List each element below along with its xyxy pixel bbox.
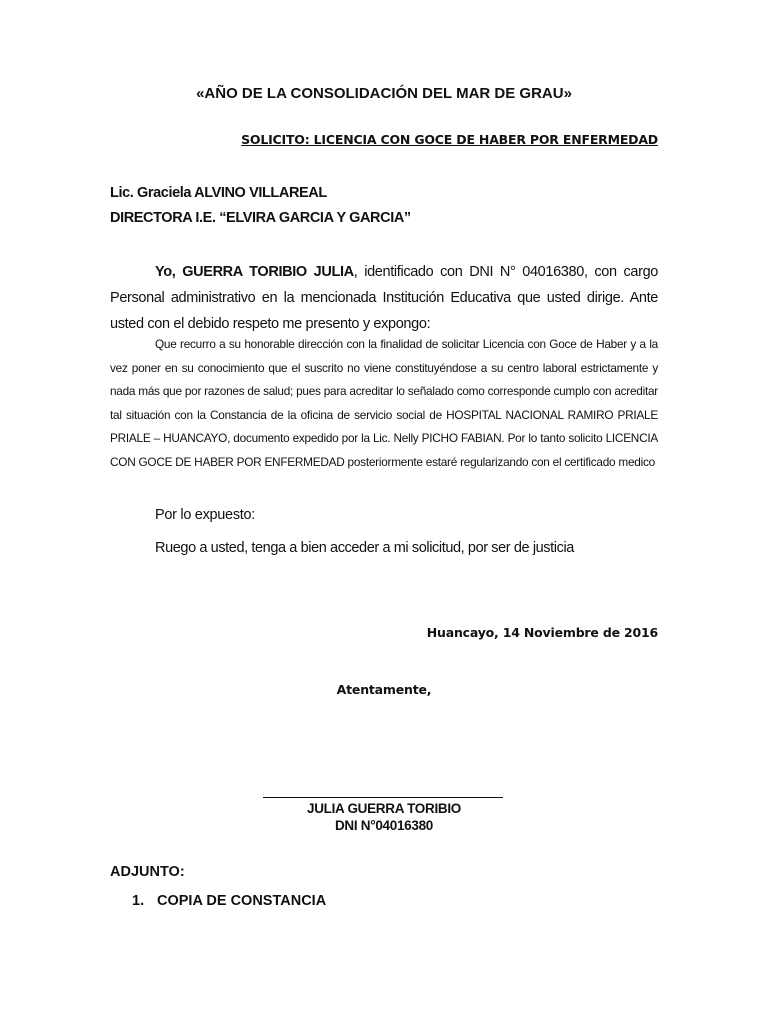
intro-text: , identificado con DNI N° 04016380, con cargo Personal administrativo en la mencionada Institución Educativa que usted dirige. Ante usted con el debido respeto me presento y expongo: — [110, 264, 658, 332]
document-date: Huancayo, 14 Noviembre de 2016 — [426, 625, 658, 640]
closing-expuesto: Por lo expuesto: — [155, 507, 255, 523]
attachment-item — [132, 893, 326, 909]
body-paragraph: Que recurro a su honorable dirección con la finalidad de solicitar Licencia con Goce de Haber y a la vez poner en su conocimiento que el suscrito no viene constituyéndose a su centro laboral estrictamente y nada más que por razones de salud; pues para acreditar lo señalado como corresponde cumplo con acreditar tal situación con la Constancia de la oficina de servicio social de HOSPITAL NACIONAL RAMIRO PRIALE PRIALE – HUANCAYO, documento expedido por la Lic. Nelly PICHO FABIAN. Por lo tanto solicito LICENCIA CON GOCE DE HABER POR ENFERMEDAD posteriormente estaré regularizando con el certificado medico — [110, 337, 658, 469]
document-subject: SOLICITO: LICENCIA CON GOCE DE HABER POR ENFERMEDAD — [241, 132, 658, 147]
closing-ruego: Ruego a usted, tenga a bien acceder a mi solicitud, por ser de justicia — [155, 540, 574, 556]
attachments-heading: ADJUNTO: — [110, 864, 185, 880]
signature-name: JULIA GUERRA TORIBIO — [306, 801, 461, 816]
attachment-label: COPIA DE CONSTANCIA — [157, 893, 327, 909]
intro-name: Yo, GUERRA TORIBIO JULIA — [155, 264, 354, 280]
signature-line — [263, 797, 503, 798]
addressee-name: Lic. Graciela ALVINO VILLAREAL — [110, 185, 327, 201]
document-motto: «AÑO DE LA CONSOLIDACIÓN DEL MAR DE GRAU» — [196, 85, 572, 102]
regards-text: Atentamente, — [336, 682, 432, 697]
signature-dni: DNI N°04016380 — [334, 818, 433, 833]
intro-paragraph — [110, 259, 658, 337]
addressee-title: DIRECTORA I.E. “ELVIRA GARCIA Y GARCIA” — [110, 210, 411, 226]
attachment-number: 1. — [132, 893, 145, 909]
